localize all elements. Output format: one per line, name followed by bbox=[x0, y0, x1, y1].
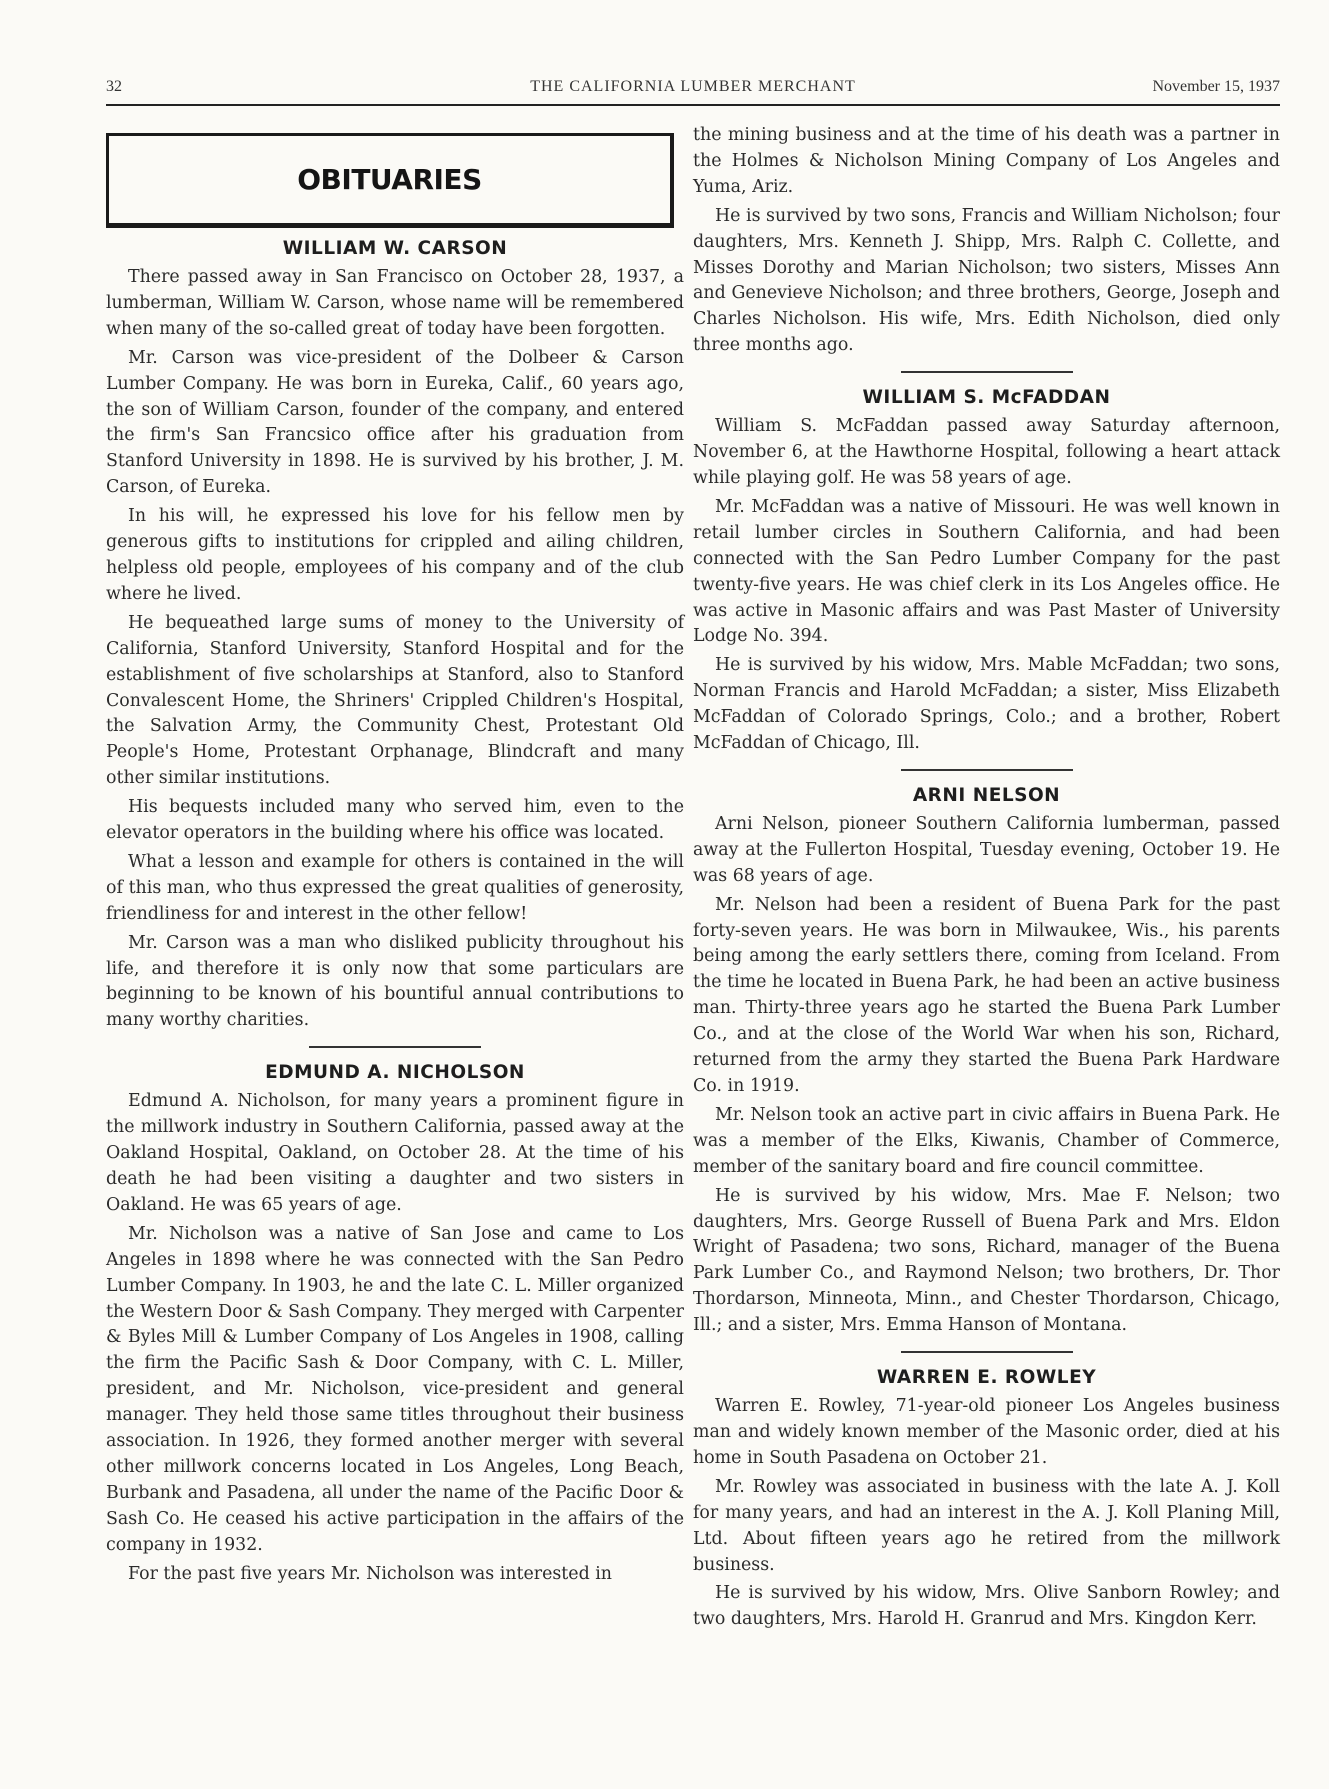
paragraph: In his will, he expressed his love for his fellow men by generous gifts to institutions for crippled and ailing children, helpless old people, employees of his company and of the club where he lived. bbox=[106, 506, 684, 604]
section-divider bbox=[901, 1351, 1073, 1353]
paragraph-continued: the mining business and at the time of his death was a partner in the Holmes & Nicholson Mining Company of Los Angeles and Yuma, Ariz. bbox=[693, 125, 1280, 197]
paragraph: Mr. Nicholson was a native of San Jose and came to Los Angeles in 1898 where he was connected with the San Pedro Lumber Company. In 1903, he and the late C. L. Miller organized the Western Door & Sash Company. They merged with Carpenter & Byles Mill & Lumber Company of Los Angeles in 1908, calling the firm the Pacific Sash & Door Company, with C. L. Miller, president, and Mr. Nicholson, vice-president and general manager. They held those same titles throughout their business association. In 1926, they formed another merger with several other millwork concerns located in Los Angeles, Long Beach, Burbank and Pasadena, all under the name of the Pacific Door & Sash Co. He ceased his active participation in the affairs of the company in 1932. bbox=[106, 1223, 684, 1555]
obituary-carson bbox=[106, 238, 684, 1034]
paragraph: His bequests included many who served him, even to the elevator operators in the building where his office was located. bbox=[106, 797, 684, 844]
paragraph: Edmund A. Nicholson, for many years a prominent figure in the millwork industry in Southern California, passed away at the Oakland Hospital, Oakland, on October 28. At the time of his death he had been visiting a daughter and two sisters in Oakland. He was 65 years of age. bbox=[106, 1091, 684, 1215]
obituary-heading: ARNI NELSON bbox=[912, 784, 1061, 806]
section-title-box bbox=[106, 133, 674, 228]
paragraph: He is survived by his widow, Mrs. Mae F. Nelson; two daughters, Mrs. George Russell of Buena Park and Mrs. Eldon Wright of Pasadena; two sons, Richard, manager of the Buena Park Lumber Co., and Raymond Nelson; two brothers, Dr. Thor Thordarson, Minneota, Minn., and Chester Thordarson, Chicago, Ill.; and a sister, Mrs. Emma Hanson of Montana. bbox=[693, 1185, 1280, 1336]
section-title: OBITUARIES bbox=[297, 163, 482, 196]
page-header bbox=[106, 76, 1280, 106]
paragraph: There passed away in San Francisco on October 28, 1937, a lumberman, William W. Carson, whose name will be remembered when many of the so-called great of today have been forgotten. bbox=[106, 267, 684, 339]
obituary-heading: WILLIAM S. McFADDAN bbox=[862, 387, 1111, 409]
paragraph: What a lesson and example for others is contained in the will of this man, who thus expressed the great qualities of generosity, friendliness for and interest in the other fellow! bbox=[106, 851, 684, 924]
section-divider bbox=[309, 1046, 481, 1048]
obituary-nelson bbox=[693, 785, 1280, 1339]
obituary-nicholson-continued bbox=[693, 123, 1280, 359]
section-divider bbox=[901, 769, 1073, 771]
paragraph: He is survived by his widow, Mrs. Olive Sanborn Rowley; and two daughters, Mrs. Harold H. Granrud and Mrs. Kingdon Kerr. bbox=[693, 1583, 1280, 1630]
obituary-heading: WARREN E. ROWLEY bbox=[876, 1367, 1097, 1389]
page-number: 32 bbox=[106, 78, 122, 95]
obituary-heading: EDMUND A. NICHOLSON bbox=[265, 1062, 525, 1084]
paragraph: For the past five years Mr. Nicholson was interested in bbox=[128, 1563, 612, 1584]
paragraph: He is survived by two sons, Francis and William Nicholson; four daughters, Mrs. Kenneth J. Shipp, Mrs. Ralph C. Collette, and Misses Dorothy and Marian Nicholson; two sisters, Misses Ann and Genevieve Nicholson; and three brothers, George, Joseph and Charles Nicholson. His wife, Mrs. Edith Nicholson, died only three months ago. bbox=[693, 205, 1280, 356]
paragraph: Mr. Carson was a man who disliked publicity throughout his life, and therefore it is only now that some particulars are beginning to be known of his bountiful annual contributions to many worthy charities. bbox=[106, 932, 684, 1031]
paragraph: Mr. Nelson had been a resident of Buena Park for the past forty-seven years. He was born in Milwaukee, Wis., his parents being among the early settlers there, coming from Iceland. From the time he located in Buena Park, he had been an active business man. Thirty-three years ago he started the Buena Park Lumber Co., and at the close of the World War when his son, Richard, returned from the army they started the Buena Park Hardware Co. in 1919. bbox=[693, 894, 1280, 1096]
obituary-rowley bbox=[693, 1367, 1280, 1633]
publication-title: THE CALIFORNIA LUMBER MERCHANT bbox=[530, 78, 856, 95]
paragraph: Warren E. Rowley, 71-year-old pioneer Los Angeles business man and widely known member of the Masonic order, died at his home in South Pasadena on October 21. bbox=[693, 1396, 1280, 1468]
paragraph: Arni Nelson, pioneer Southern California lumberman, passed away at the Fullerton Hospital, Tuesday evening, October 19. He was 68 years of age. bbox=[693, 813, 1280, 886]
paragraph: Mr. Carson was vice-president of the Dolbeer & Carson Lumber Company. He was born in Eureka, Calif., 60 years ago, the son of William Carson, founder of the company, and entered the firm's San Francsico office after his graduation from Stanford University in 1898. He is survived by his brother, J. M. Carson, of Eureka. bbox=[106, 347, 684, 498]
paragraph: William S. McFaddan passed away Saturday afternoon, November 6, at the Hawthorne Hospital, following a heart attack while playing golf. He was 58 years of age. bbox=[693, 416, 1280, 488]
paragraph: Mr. Nelson took an active part in civic affairs in Buena Park. He was a member of the Elks, Kiwanis, Chamber of Commerce, member of the sanitary board and fire council committee. bbox=[693, 1104, 1280, 1177]
issue-date: November 15, 1937 bbox=[1152, 78, 1280, 95]
paragraph: Mr. Rowley was associated in business with the late A. J. Koll for many years, and had an interest in the A. J. Koll Planing Mill, Ltd. About fifteen years ago he retired from the millwork business. bbox=[693, 1476, 1280, 1575]
obituary-nicholson bbox=[106, 1062, 684, 1587]
paragraph: He bequeathed large sums of money to the University of California, Stanford University, Stanford Hospital and for the establishment of five scholarships at Stanford, also to Stanford Convalescent Home, the Shriners' Crippled Children's Hospital, the Salvation Army, the Community Chest, Protestant Old People's Home, Protestant Orphanage, Blindcraft and many other similar institutions. bbox=[106, 612, 684, 789]
paragraph: He is survived by his widow, Mrs. Mable McFaddan; two sons, Norman Francis and Harold McFaddan; a sister, Miss Elizabeth McFaddan of Colorado Springs, Colo.; and a brother, Robert McFaddan of Chicago, Ill. bbox=[693, 655, 1280, 754]
right-column bbox=[693, 123, 1280, 1636]
section-divider bbox=[901, 371, 1073, 373]
left-column bbox=[106, 123, 684, 1591]
obituary-mcfaddan bbox=[693, 387, 1280, 757]
obituary-heading: WILLIAM W. CARSON bbox=[282, 238, 508, 259]
paragraph: Mr. McFaddan was a native of Missouri. He was well known in retail lumber circles in Southern California, and had been connected with the San Pedro Lumber Company for the past twenty-five years. He was chief clerk in its Los Angeles office. He was active in Masonic affairs and was Past Master of University Lodge No. 394. bbox=[693, 496, 1280, 647]
